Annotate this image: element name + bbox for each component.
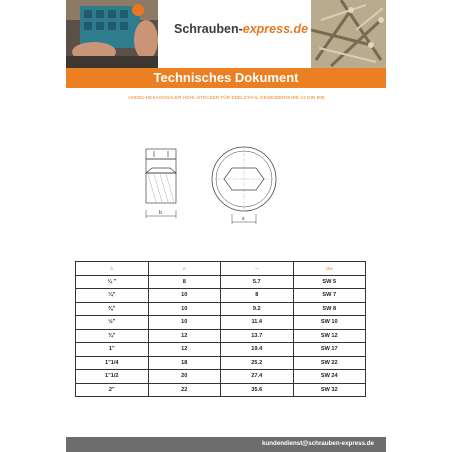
table-cell: SW 22 bbox=[293, 356, 366, 370]
brand-name: Schrauben- bbox=[174, 22, 243, 36]
table-row bbox=[76, 302, 366, 316]
header-banner bbox=[66, 0, 386, 68]
table-row bbox=[76, 383, 366, 397]
table-cell: 5.7 bbox=[221, 275, 294, 289]
table-row bbox=[76, 289, 366, 303]
table-cell: SW 17 bbox=[293, 343, 366, 357]
table-cell: SW 32 bbox=[293, 383, 366, 397]
table-cell: 11.4 bbox=[221, 316, 294, 330]
table-cell: 12 bbox=[148, 329, 221, 343]
table-cell: 13.7 bbox=[221, 329, 294, 343]
table-cell: 25.2 bbox=[221, 356, 294, 370]
table-cell: SW 12 bbox=[293, 329, 366, 343]
table-cell: 8 bbox=[148, 275, 221, 289]
workshop-photo bbox=[66, 0, 158, 68]
document-page bbox=[66, 0, 386, 452]
table-header-row bbox=[76, 262, 366, 276]
table-cell: ⅜" bbox=[76, 302, 149, 316]
table-cell: 20 bbox=[148, 370, 221, 384]
side-view bbox=[146, 149, 176, 218]
column-header: e bbox=[148, 262, 221, 276]
table-row bbox=[76, 316, 366, 330]
support-email-link[interactable]: kundendienst@schrauben-express.de bbox=[262, 440, 374, 447]
table-cell: SW 24 bbox=[293, 370, 366, 384]
screws-photo bbox=[311, 0, 386, 68]
table-cell: 22 bbox=[148, 383, 221, 397]
table-row bbox=[76, 370, 366, 384]
table-cell: ¼" bbox=[76, 289, 149, 303]
technical-drawing bbox=[66, 138, 386, 230]
dimensions-table bbox=[75, 261, 366, 397]
table-cell: ¼ " bbox=[76, 275, 149, 289]
column-header: ctw bbox=[293, 262, 366, 276]
table-row bbox=[76, 343, 366, 357]
table-row bbox=[76, 356, 366, 370]
table-cell: 10 bbox=[148, 316, 221, 330]
table-cell: 8 bbox=[221, 289, 294, 303]
brand-suffix: express.de bbox=[242, 22, 309, 36]
table-cell: ¾" bbox=[76, 329, 149, 343]
table-cell: 10 bbox=[148, 289, 221, 303]
table-cell: 1" bbox=[76, 343, 149, 357]
table-cell: 1"1/4 bbox=[76, 356, 149, 370]
table-cell: 9.2 bbox=[221, 302, 294, 316]
table-cell: 35.6 bbox=[221, 383, 294, 397]
table-cell: 10 bbox=[148, 302, 221, 316]
product-subtitle: VS9001-HEXAGONALER HOHL-STECKER FÜR EDELSTAHL-GEWINDEROHRE A2 DIN 906 bbox=[127, 95, 325, 100]
table-cell: 19.4 bbox=[221, 343, 294, 357]
table-cell: SW 8 bbox=[293, 302, 366, 316]
brand-logo bbox=[174, 22, 308, 36]
table-cell: SW 5 bbox=[293, 275, 366, 289]
table-cell: 2" bbox=[76, 383, 149, 397]
table-row bbox=[76, 275, 366, 289]
table-cell: SW 7 bbox=[293, 289, 366, 303]
side-dimension-label: b bbox=[159, 210, 162, 216]
table-cell: ½" bbox=[76, 316, 149, 330]
table-cell: SW 10 bbox=[293, 316, 366, 330]
table-row bbox=[76, 329, 366, 343]
column-header: b bbox=[76, 262, 149, 276]
front-dimension-label: s bbox=[242, 216, 245, 222]
footer-bar bbox=[66, 437, 386, 452]
table-cell: 18 bbox=[148, 356, 221, 370]
table-cell: 27.4 bbox=[221, 370, 294, 384]
column-header: — bbox=[221, 262, 294, 276]
table-cell: 12 bbox=[148, 343, 221, 357]
table-cell: 1"1/2 bbox=[76, 370, 149, 384]
document-title: Technisches Dokument bbox=[66, 68, 386, 88]
front-view bbox=[212, 147, 276, 224]
